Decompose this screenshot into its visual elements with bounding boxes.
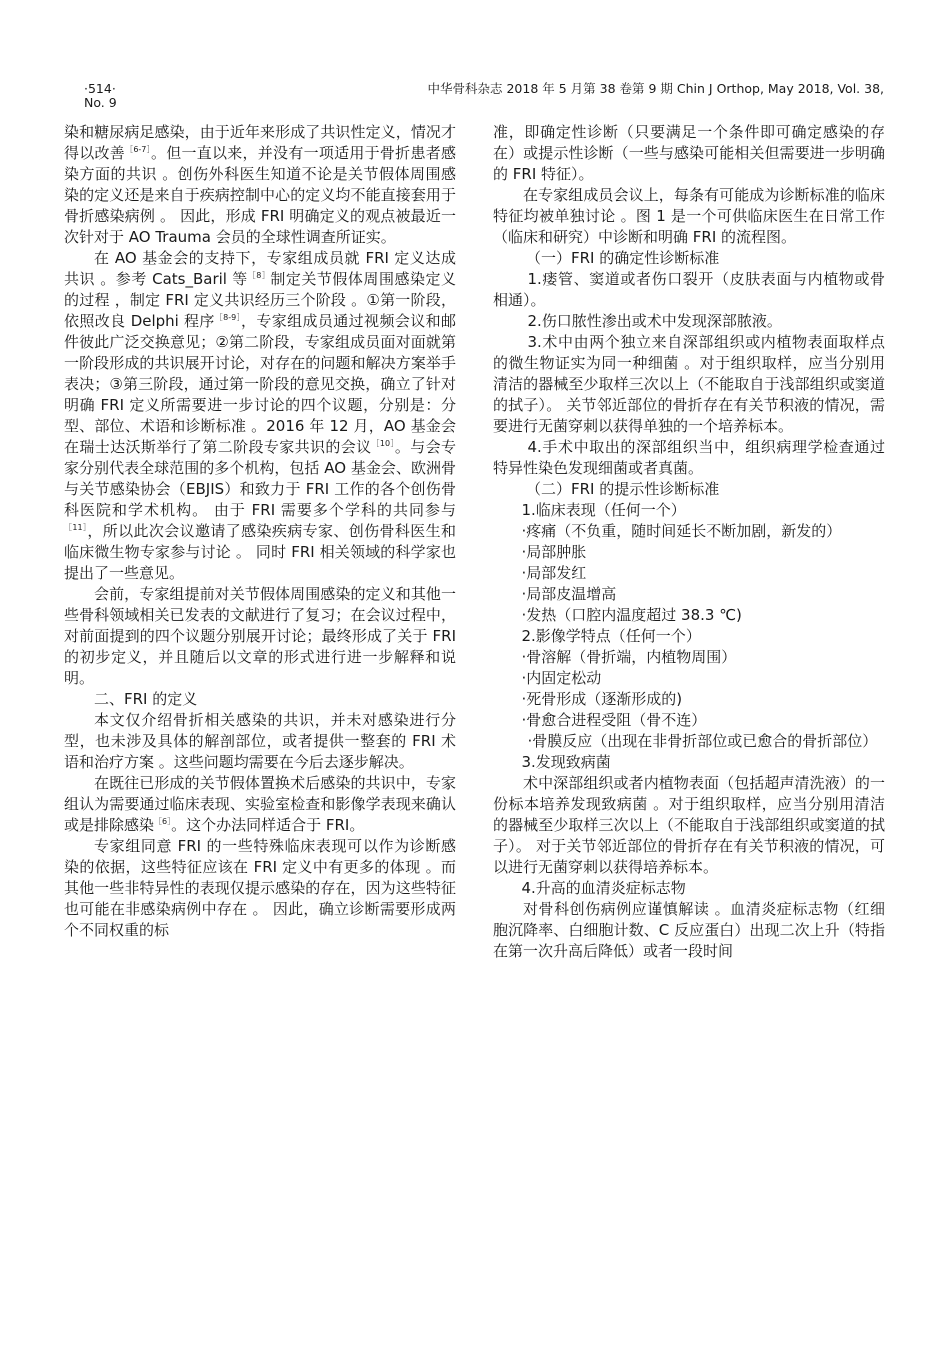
bullet-item: ·内固定松动 [521, 669, 602, 687]
citation[interactable]: ［11］ [64, 523, 88, 532]
paragraph: 术中深部组织或者内植物表面（包括超声清洗液）的一份标本培养发现致病菌 。对于组织取样，应当分别用清洁的器械至少取样三次以上（不能取自于浅部组织或窦道的拭子）。 对于关节邻近部位的骨折存在有关节积液的情况，可以进行无菌穿刺以获得培养标本。 [493, 774, 885, 876]
paragraph: 对骨科创伤病例应谨慎解读 。血清炎症标志物（红细胞沉降率、白细胞计数、C 反应蛋白）出现二次上升（特指在第一次升高后降低）或者一段时间 [493, 900, 885, 960]
paragraph: 在专家组成员会议上，每条有可能成为诊断标准的临床特征均被单独讨论 。图 1 是一个可供临床医生在日常工作（临床和研究）中诊断和明确 FRI 的流程图。 [493, 186, 885, 246]
criterion-group-title: 2.影像学特点（任何一个） [521, 627, 701, 645]
bullet-item: ·局部发红 [521, 564, 587, 582]
citation[interactable]: ［8-9］ [214, 313, 241, 322]
right-column [493, 122, 885, 962]
paragraph: 本文仅介绍骨折相关感染的共识，并未对感染进行分型，也未涉及具体的解剖部位，或者提供一整套的 FRI 术语和治疗方案 。这些问题均需要在今后去逐步解决。 [64, 711, 456, 771]
bullet-item: ·局部肿胀 [521, 543, 587, 561]
bullet-item: ·局部皮温增高 [521, 585, 617, 603]
left-column [64, 122, 456, 941]
criterion-item: 4.手术中取出的深部组织当中，组织病理学检查通过特异性染色发现细菌或者真菌。 [493, 438, 885, 477]
paragraph: 在既往已形成的关节假体置换术后感染的共识中，专家组认为需要通过临床表现、实验室检查和影像学表现来确认或是排除感染$^{[6]}$。这个办法同样适合于 FRI。 [64, 774, 456, 834]
criterion-group-title: 1.临床表现（任何一个） [521, 501, 686, 519]
citation[interactable]: ［10］ [371, 439, 395, 448]
bullet-item: ·死骨形成（逐渐形成的) [521, 690, 683, 708]
page-number: ·514· No. 9 [84, 81, 117, 110]
running-header [84, 82, 884, 112]
section-heading: 二、FRI 的定义 [94, 690, 198, 708]
citation[interactable]: ［8］ [247, 271, 271, 280]
paragraph: 会前，专家组提前对关节假体周围感染的定义和其他一些骨科领域相关已发表的文献进行了复习；在会议过程中，对前面提到的四个议题分别展开讨论；最终形成了关于 FRI 的初步定义，并且随后以文章的形式进行进一步解释和说明。 [64, 585, 456, 687]
citation[interactable]: ［6］ [154, 817, 172, 826]
paragraph: 在 AO 基金会的支持下，专家组成员就 FRI 定义达成共识 。参考 Cats_Baril 等$^{[8]}$制定关节假体周围感染定义的过程 ，制定 FRI 定义共识经历三个阶段 。①第一阶段，依照改良 Delphi 程序$^{[8-9]}$，专家组成员通过视频会议和邮件彼此广泛交换意见；②第二阶段，专家组成员面对面就第一阶段形成的共识展开讨论，对存在的问题和解决方案举手表决；③第三阶段，通过第一阶段的意见交换，确立了针对明确 FRI 定义所需要进一步讨论的四个议题，分别是：分型、部位、术语和诊断标准 。2016 年 12 月，AO 基金会在瑞士达沃斯举行了第二阶段专家共识的会议$^{[10]}$。与会专家分别代表全球范围的多个机构，包括 AO 基金会、欧洲骨与关节感染协会（EBJIS）和致力于 FRI 工作的各个创伤骨科医院和学术机构。 由于 FRI 需要多个学科的共同参与$^{[11]}$，所以此次会议邀请了感染疾病专家、创伤骨科医生和临床微生物专家参与讨论 。 同时 FRI 相关领域的科学家也提出了一些意见。 [64, 249, 456, 582]
subsection-heading: （二）FRI 的提示性诊断标准 [526, 480, 720, 498]
bullet-item: ·发热（口腔内温度超过 38.3 ℃) [521, 606, 742, 624]
paragraph: 专家组同意 FRI 的一些特殊临床表现可以作为诊断感染的依据，这些特征应该在 FRI 定义中有更多的体现 。而其他一些非特异性的表现仅提示感染的存在，因为这些特征也可能在非感染病例中存在 。 因此，确立诊断需要形成两个不同权重的标 [64, 837, 456, 939]
paragraph: 染和糖尿病足感染，由于近年来形成了共识性定义，情况才得以改善$^{[6-7]}$。但一直以来，并没有一项适用于骨折患者感染方面的共识 。创伤外科医生知道不论是关节假体周围感染的定义还是来自于疾病控制中心的定义均不能直接套用于骨折感染病例 。 因此，形成 FRI 明确定义的观点被最近一次针对于 AO Trauma 会员的全球性调查所证实。 [64, 123, 456, 246]
paragraph: 准，即确定性诊断（只要满足一个条件即可确定感染的存在）或提示性诊断（一些与感染可能相关但需要进一步明确的 FRI 特征）。 [493, 123, 885, 183]
bullet-item: ·骨膜反应（出现在非骨折部位或已愈合的骨折部位） [527, 732, 878, 750]
bullet-item: ·骨愈合进程受阻（骨不连） [521, 711, 707, 729]
criterion-group-title: 3.发现致病菌 [521, 753, 611, 771]
criterion-item: 2.伤口脓性渗出或术中发现深部脓液。 [527, 312, 782, 330]
criterion-item: 3.术中由两个独立来自深部组织或内植物表面取样点的微生物证实为同一种细菌 。对于组织取样，应当分别用清洁的器械至少取样三次以上（不能取自于浅部组织或窦道的拭子）。 关节邻近部位的骨折存在有关节积液的情况，需要进行无菌穿刺以获得单独的一个培养标本。 [493, 333, 885, 435]
criterion-item: 1.瘘管、窦道或者伤口裂开（皮肤表面与内植物或骨相通）。 [493, 270, 885, 309]
journal-info: 中华骨科杂志 2018 年 5 月第 38 卷第 9 期 Chin J Orthop, May 2018, Vol. 38, [427, 81, 884, 96]
criterion-group-title: 4.升高的血清炎症标志物 [521, 879, 686, 897]
bullet-item: ·疼痛（不负重，随时间延长不断加剧，新发的） [521, 522, 842, 540]
subsection-heading: （一）FRI 的确定性诊断标准 [526, 249, 720, 267]
bullet-item: ·骨溶解（骨折端，内植物周围） [521, 648, 737, 666]
citation[interactable]: ［6-7］ [125, 145, 151, 154]
